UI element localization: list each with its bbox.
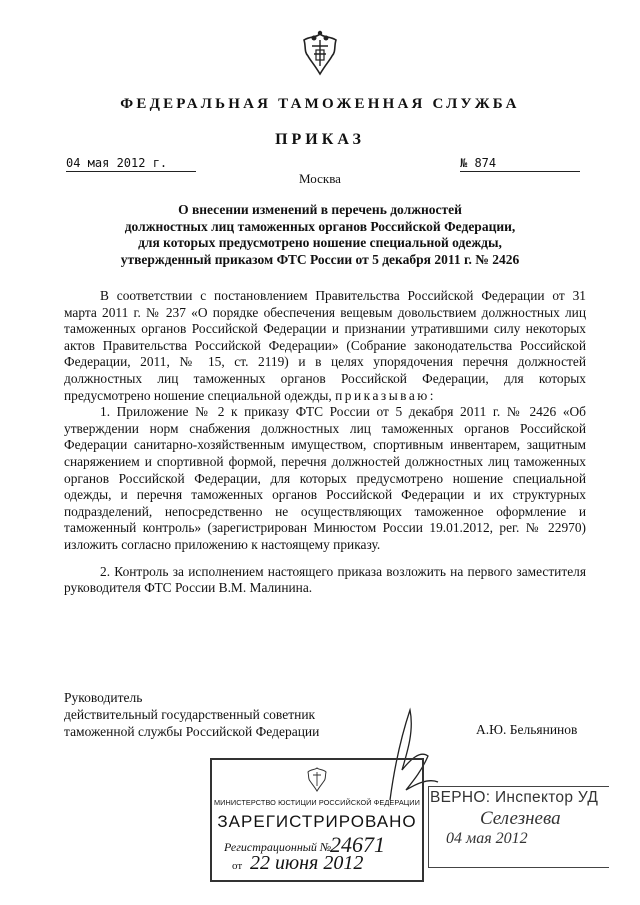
stamp-from-label: от: [232, 860, 243, 872]
item-1: 1. Приложение № 2 к приказу ФТС России от 5 декабря 2011 г. № 2426 «Об утверждении норм снабжения должностных лиц таможенных органов Российской Федерации санитарно-хозяйственным имуществом, спортивным инвентарем, защитным снаряжением и спортивной формой, перечня должностей должностных лиц таможенных органов Российской Федерации, для которых предусмотрено ношение специальной одежды, и перечня таможенных органов Российской Федерации и их структурных подразделений, непосредственно не осуществляющих таможенное оформление и таможенный контроль» (зарегистрирован Минюстом России 19.01.2012, рег. № 22970) изложить согласно приложению к настоящему приказу.: [64, 404, 586, 552]
coat-of-arms-icon: [300, 30, 340, 76]
title-line: утвержденный приказом ФТС России от 5 декабря 2011 г. № 2426: [120, 251, 520, 267]
title-line: для которых предусмотрено ношение специальной одежды,: [138, 235, 502, 250]
stamp-ministry: МИНИСТЕРСТВО ЮСТИЦИИ РОССИЙСКОЙ ФЕДЕРАЦИИ: [214, 798, 420, 807]
stamp-coat-of-arms-icon: [306, 766, 328, 792]
stamp-date: 22 июня 2012: [250, 852, 364, 874]
signatory-title-line: действительный государственный советник: [64, 707, 316, 722]
order-body: [64, 288, 586, 597]
stamp-number: 24671: [330, 832, 385, 857]
signatory-title: [64, 689, 319, 740]
registration-stamp: [210, 758, 424, 882]
stamp-status: ЗАРЕГИСТРИРОВАНО: [217, 812, 417, 831]
order-date: 04 мая 2012 г.: [66, 156, 196, 172]
title-line: должностных лиц таможенных органов Российской Федерации,: [124, 218, 516, 234]
order-word: приказываю:: [335, 387, 436, 403]
order-title: [80, 202, 560, 268]
preamble-paragraph: [64, 288, 586, 404]
item-2: 2. Контроль за исполнением настоящего приказа возложить на первого заместителя руководителя ФТС России В.М. Малинина.: [64, 563, 586, 596]
signatory-title-line: Руководитель: [64, 690, 143, 705]
signatory-title-line: таможенной службы Российской Федерации: [64, 724, 320, 739]
order-number: № 874: [460, 156, 580, 172]
document-type: ПРИКАЗ: [275, 131, 365, 148]
verification-date: 04 мая 2012: [446, 830, 528, 847]
agency-name: ФЕДЕРАЛЬНАЯ ТАМОЖЕННАЯ СЛУЖБА: [120, 96, 520, 112]
stamp-number-label: Регистрационный №: [224, 840, 332, 854]
verification-text: ВЕРНО: Инспектор УД: [430, 789, 599, 806]
title-line: О внесении изменений в перечень должностей: [178, 202, 462, 217]
signatory-name: А.Ю. Бельянинов: [476, 722, 578, 737]
city: Москва: [299, 171, 341, 186]
preamble-text: В соответствии с постановлением Правительства Российской Федерации от 31 марта 2011 г. № 237 «О порядке обеспечения вещевым довольствием должностных лиц таможенных органов Российской Федерации и признании утратившими силу некоторых актов Правительства Российской Федерации» (Собрание законодательства Российской Федерации, 2011, № 15, ст. 2119) и в целях упорядочения перечня должностей должностных лиц таможенных органов Российской Федерации, для которых предусмотрено ношение специальной одежды,: [64, 288, 586, 403]
verification-signature: Селезнева: [480, 808, 561, 829]
